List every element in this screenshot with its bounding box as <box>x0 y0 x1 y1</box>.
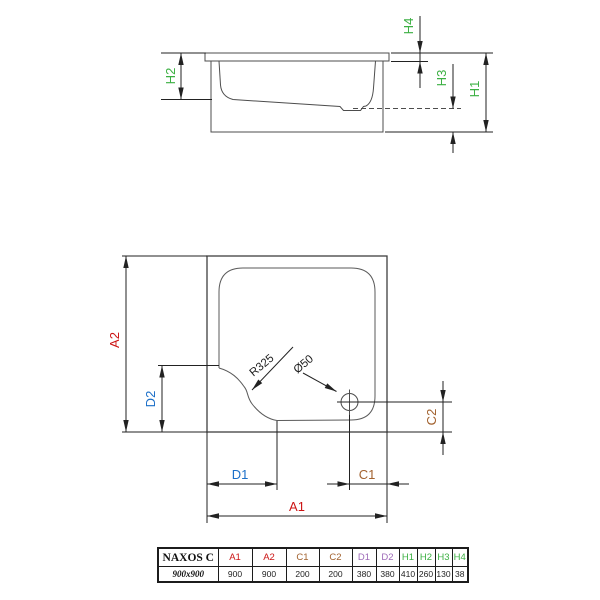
col-header-h3: H3 <box>435 548 452 567</box>
value-h3: 130 <box>435 567 452 583</box>
dim-label-c1: C1 <box>358 467 376 482</box>
col-header-a1: A1 <box>218 548 252 567</box>
value-h1: 410 <box>399 567 417 583</box>
dim-label-a1: A1 <box>289 499 305 514</box>
model-size: 900x900 <box>158 567 218 583</box>
value-h2: 260 <box>417 567 435 583</box>
spec-table-value-row <box>158 567 468 583</box>
value-d1: 380 <box>352 567 376 583</box>
side-body <box>211 61 383 132</box>
dim-label-h2: H2 <box>163 67 178 85</box>
value-c2: 200 <box>319 567 352 583</box>
col-header-h4: H4 <box>452 548 468 567</box>
dim-label-h3: H3 <box>434 69 449 87</box>
col-header-c1: C1 <box>286 548 319 567</box>
spec-table <box>157 547 469 583</box>
col-header-a2: A2 <box>252 548 286 567</box>
value-a1: 900 <box>218 567 252 583</box>
plan-view <box>207 256 387 432</box>
side-flange <box>205 53 389 61</box>
col-header-d2: D2 <box>376 548 399 567</box>
value-a2: 900 <box>252 567 286 583</box>
dim-label-d1: D1 <box>231 467 249 482</box>
spec-table-header-row <box>158 548 468 567</box>
col-header-c2: C2 <box>319 548 352 567</box>
drain-diameter-annotation: Ø50 <box>291 353 317 377</box>
dim-label-c2: C2 <box>424 408 439 426</box>
value-h4: 38 <box>452 567 468 583</box>
plan-outer-edge <box>207 256 387 432</box>
side-basin-profile <box>219 61 376 111</box>
plan-view-dimensions <box>122 256 452 523</box>
drain-leader-arrow <box>303 373 337 392</box>
dim-label-d2: D2 <box>143 390 158 408</box>
dim-label-a2: A2 <box>107 332 122 348</box>
radius-annotation: R325 <box>247 352 277 380</box>
col-header-h2: H2 <box>417 548 435 567</box>
col-header-h1: H1 <box>399 548 417 567</box>
plan-inner-rim <box>219 268 375 421</box>
col-header-d1: D1 <box>352 548 376 567</box>
side-view <box>205 53 461 132</box>
dim-label-h4: H4 <box>401 17 416 35</box>
value-c1: 200 <box>286 567 319 583</box>
dim-label-h1: H1 <box>467 80 482 98</box>
value-d2: 380 <box>376 567 399 583</box>
model-name: NAXOS C <box>158 548 218 567</box>
